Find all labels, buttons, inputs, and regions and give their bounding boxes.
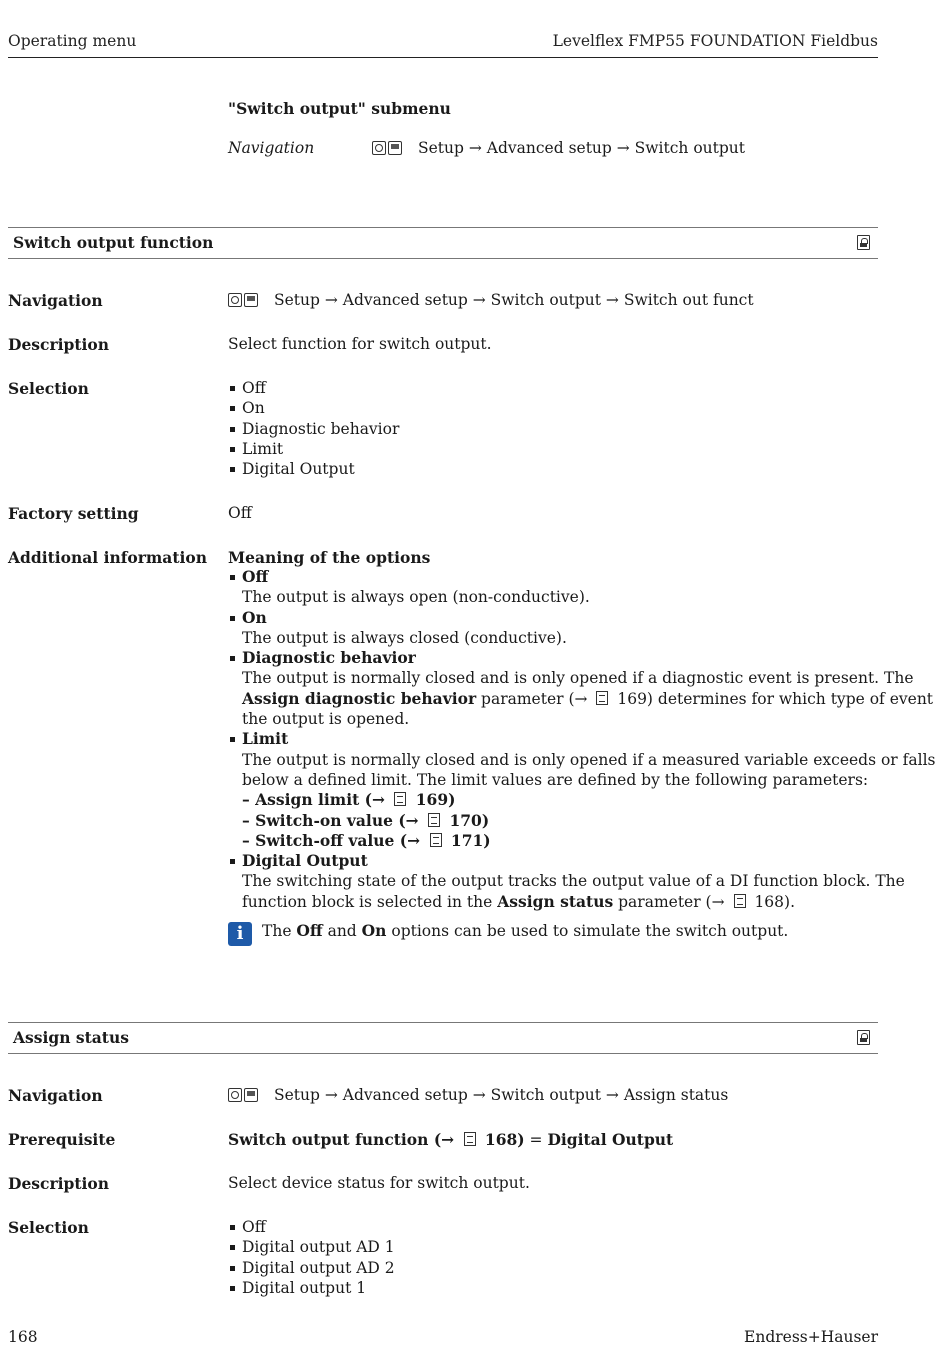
ref-text: – Switch-off value (→ [242, 830, 426, 850]
sub-switch-off-value [228, 831, 935, 851]
navigation-path: Setup → Advanced setup → Switch output → Switch out funct [274, 291, 754, 309]
list-item: Digital output 1 [228, 1278, 395, 1298]
additional-info-label: Additional information [8, 548, 208, 567]
list-item: Digital output AD 2 [228, 1258, 395, 1278]
page-number: 168 [8, 1328, 38, 1346]
header-left: Operating menu [8, 32, 137, 50]
ref-text: – Assign limit (→ [242, 790, 391, 810]
factory-setting-value: Off [228, 504, 252, 522]
ref-text: 171) [445, 830, 491, 850]
option-off: Off [228, 567, 935, 587]
list-item: On [228, 398, 399, 418]
ref-text: 168). [749, 892, 796, 911]
info-note: The Off and On options can be used to simulate the switch output. [262, 921, 789, 940]
submenu-nav [372, 139, 745, 158]
nav-keys-icon [372, 140, 404, 158]
description-label: Description [8, 335, 110, 354]
navigation-path: Setup → Advanced setup → Switch output → Assign status [274, 1086, 729, 1104]
page-ref-icon [428, 813, 440, 827]
submenu-nav-label: Navigation [228, 139, 315, 157]
option-digital-output-line1: The switching state of the output tracks the output value of a DI function block. The [242, 872, 905, 891]
list-item: Digital Output [228, 459, 399, 479]
prerequisite-value: Switch output function (→ 168) = Digital Output [228, 1130, 674, 1149]
list-item: Limit [228, 439, 399, 459]
brand-name: Endress+Hauser [744, 1328, 878, 1346]
option-diagnostic: Diagnostic behavior [228, 648, 935, 668]
navigation-value [228, 1086, 728, 1105]
section-title: Switch output function [13, 233, 214, 252]
selection-list [228, 1217, 395, 1298]
nav-keys-icon [228, 1087, 260, 1105]
page-ref-icon [394, 792, 406, 806]
section-bar-switch-output-function [8, 227, 878, 259]
ref-text: parameter (→ [613, 892, 730, 911]
selection-label: Selection [8, 1218, 89, 1237]
description-value: Select device status for switch output. [228, 1174, 530, 1192]
lock-icon [857, 1030, 870, 1045]
navigation-label: Navigation [8, 291, 103, 310]
page-ref-icon [596, 691, 608, 705]
ref-text: parameter (→ [476, 689, 593, 708]
section-title: Assign status [13, 1028, 129, 1047]
param-name: Assign status [497, 891, 614, 911]
navigation-label: Navigation [8, 1086, 103, 1105]
option-on-desc: The output is always closed (conductive). [242, 628, 567, 647]
option-limit-line2: below a defined limit. The limit values are defined by the following parameters: [242, 770, 869, 789]
page-ref-icon [734, 894, 746, 908]
option-limit-line1: The output is normally closed and is only opened if a measured variable exceeds or falls [242, 750, 936, 769]
page-ref-icon [464, 1132, 476, 1146]
ref-text: function block is selected in the [242, 892, 498, 911]
section-bar-assign-status [8, 1022, 878, 1054]
ref-text: 169) determines for which type of event [612, 689, 934, 708]
selection-label: Selection [8, 379, 89, 398]
lock-icon [857, 235, 870, 250]
option-off-desc: The output is always open (non-conductive). [242, 588, 590, 607]
param-name: Assign diagnostic behavior [242, 688, 477, 708]
sub-switch-on-value [228, 811, 935, 831]
navigation-value [228, 291, 754, 310]
ref-text: 170) [444, 810, 490, 830]
ref-text: 169) [410, 790, 456, 810]
options-meaning-list [228, 567, 935, 912]
option-diagnostic-line3: the output is opened. [242, 710, 410, 729]
ref-text: – Switch-on value (→ [242, 810, 425, 830]
nav-keys-icon [228, 292, 260, 310]
description-value: Select function for switch output. [228, 335, 492, 353]
info-icon: i [228, 922, 252, 946]
option-limit: Limit [228, 729, 935, 749]
list-item: Off [228, 378, 399, 398]
submenu-title: "Switch output" submenu [228, 99, 451, 118]
description-label: Description [8, 1174, 110, 1193]
factory-setting-label: Factory setting [8, 504, 139, 523]
option-digital-output: Digital Output [228, 851, 935, 871]
sub-assign-limit [228, 790, 935, 810]
header-right: Levelflex FMP55 FOUNDATION Fieldbus [552, 32, 878, 50]
prerequisite-label: Prerequisite [8, 1130, 116, 1149]
list-item: Digital output AD 1 [228, 1237, 395, 1257]
meaning-title: Meaning of the options [228, 548, 431, 567]
selection-list [228, 378, 399, 479]
option-digital-output-line2 [228, 892, 935, 912]
page-ref-icon [430, 833, 442, 847]
submenu-nav-path: Setup → Advanced setup → Switch output [418, 139, 746, 157]
header-rule [8, 57, 878, 58]
list-item: Off [228, 1217, 395, 1237]
option-on: On [228, 608, 935, 628]
list-item: Diagnostic behavior [228, 419, 399, 439]
option-diagnostic-line2 [228, 689, 935, 709]
option-diagnostic-line1: The output is normally closed and is only opened if a diagnostic event is present. The [242, 669, 914, 688]
